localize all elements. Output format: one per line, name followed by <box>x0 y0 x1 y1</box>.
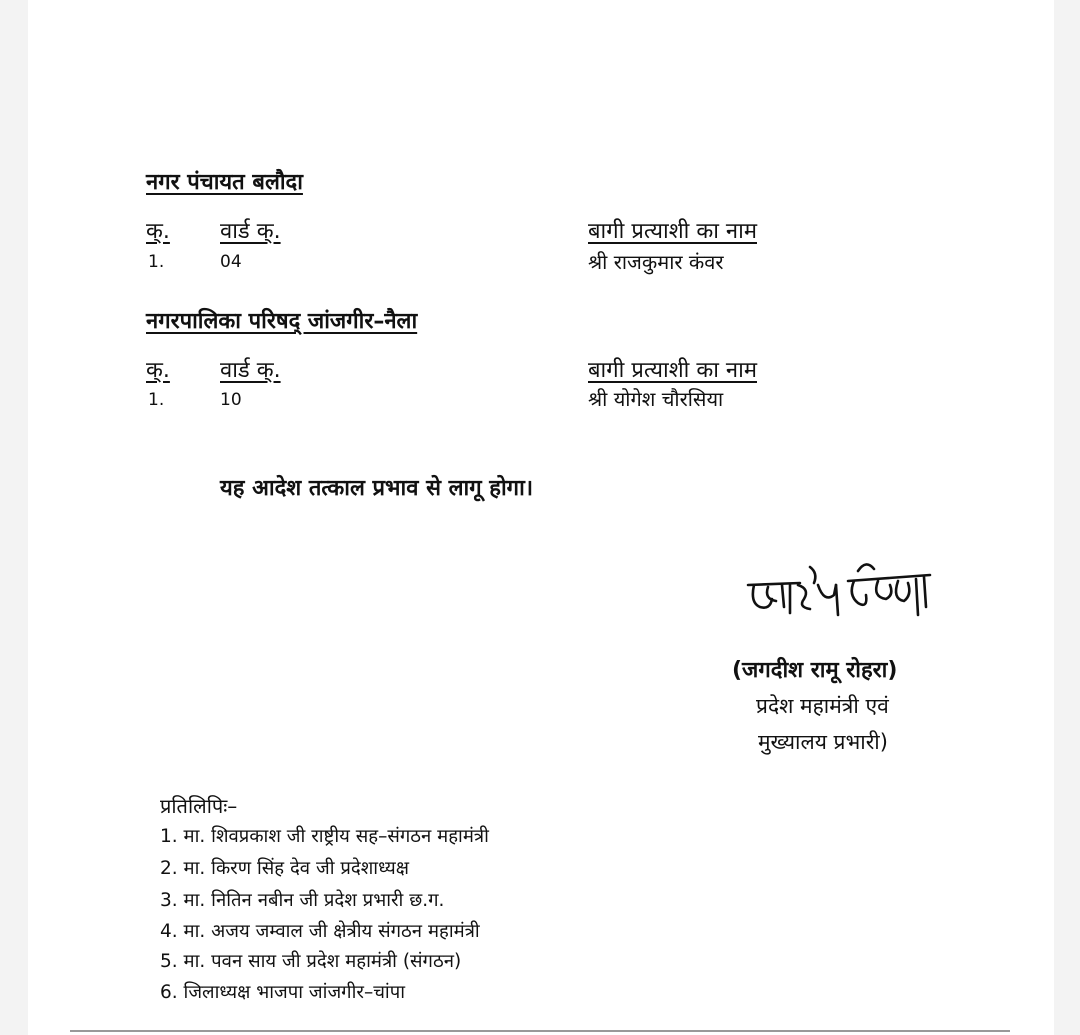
signatory-name: (जगदीश रामू रोहरा) <box>732 658 898 683</box>
copy-to-item: 2. मा. किरण सिंह देव जी प्रदेशाध्यक्ष <box>160 858 410 879</box>
section-1-col-name: बागी प्रत्याशी का नाम <box>588 219 757 244</box>
signatory-designation-line1: प्रदेश महामंत्री एवं <box>756 694 889 718</box>
section-1-row-sno: 1. <box>148 252 165 272</box>
section-2-col-name: बागी प्रत्याशी का नाम <box>588 358 757 383</box>
copy-to-item: 1. मा. शिवप्रकाश जी राष्ट्रीय सह–संगठन महामंत्री <box>160 826 489 847</box>
section-2-row-ward: 10 <box>220 390 242 410</box>
copy-to-item: 4. मा. अजय जम्वाल जी क्षेत्रीय संगठन महामंत्री <box>160 921 480 942</box>
copy-to-item: 5. मा. पवन साय जी प्रदेश महामंत्री (संगठन) <box>160 951 462 972</box>
copy-to-item: 3. मा. नितिन नबीन जी प्रदेश प्रभारी छ.ग. <box>160 890 445 911</box>
section-2-col-sno: क्. <box>146 358 170 383</box>
signatory-designation-line2: मुख्यालय प्रभारी) <box>758 730 888 754</box>
section-1-title: नगर पंचायत बलौदा <box>146 170 303 195</box>
section-2-row-sno: 1. <box>148 390 165 410</box>
copy-to-title: प्रतिलिपिः– <box>160 794 238 818</box>
section-2-row-name: श्री योगेश चौरसिया <box>588 387 724 411</box>
page-bottom-divider <box>70 1030 1010 1032</box>
handwritten-signature <box>740 555 940 625</box>
section-2-title: नगरपालिका परिषद् जांजगीर–नैला <box>146 309 418 334</box>
section-1-row-name: श्री राजकुमार कंवर <box>588 250 724 274</box>
section-1-col-ward: वार्ड क्. <box>220 219 281 244</box>
section-1-col-sno: क्. <box>146 219 170 244</box>
section-1-row-ward: 04 <box>220 252 242 272</box>
section-2-col-ward: वार्ड क्. <box>220 358 281 383</box>
order-text: यह आदेश तत्काल प्रभाव से लागू होगा। <box>220 476 534 501</box>
copy-to-item: 6. जिलाध्यक्ष भाजपा जांजगीर–चांपा <box>160 982 406 1003</box>
